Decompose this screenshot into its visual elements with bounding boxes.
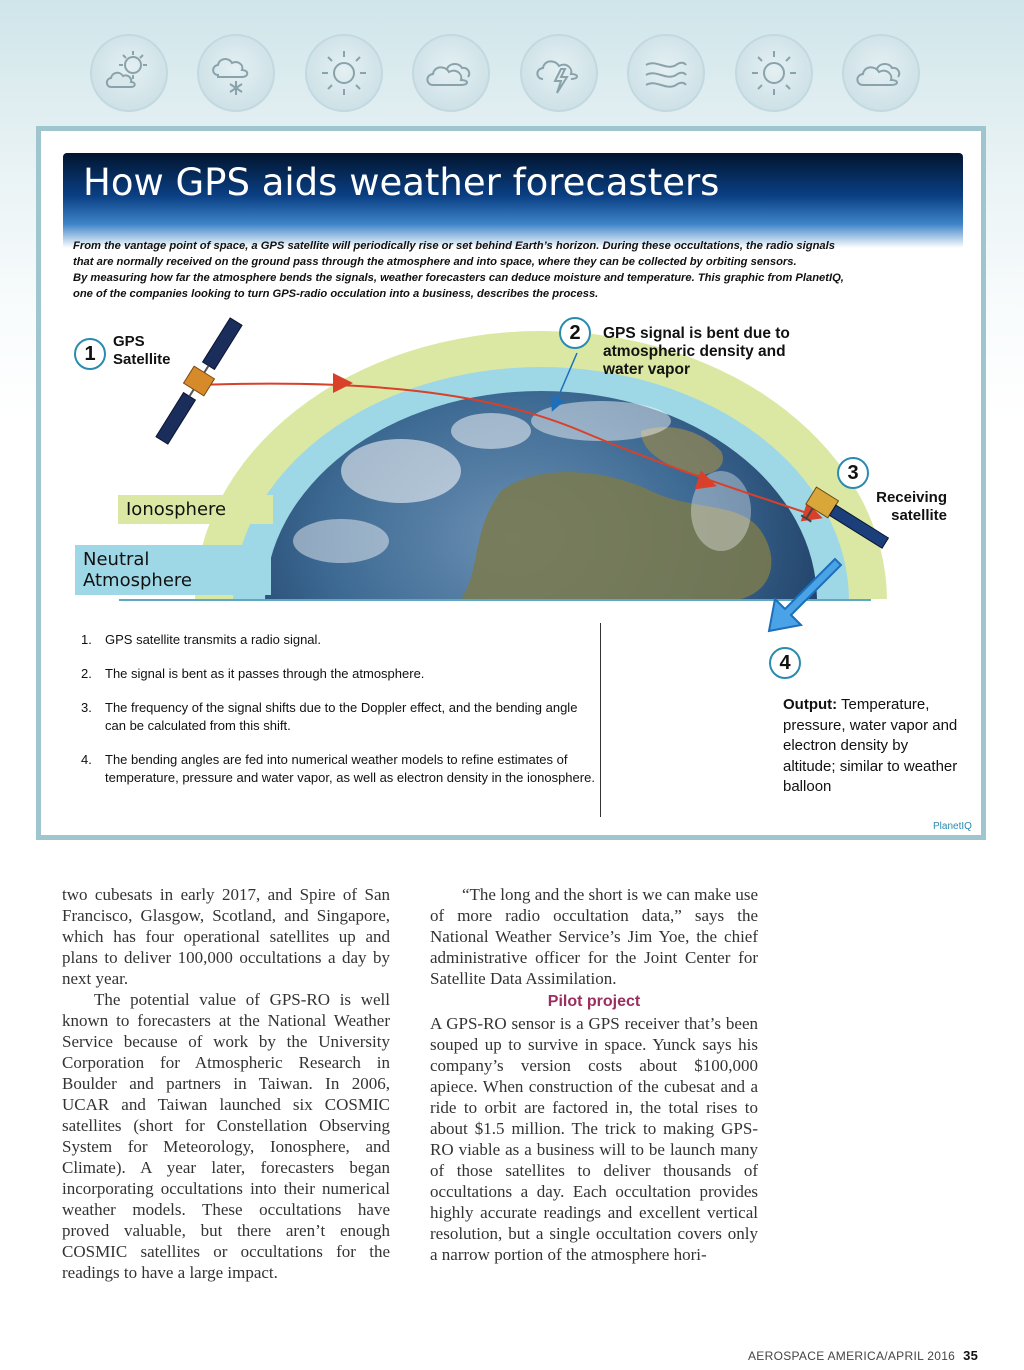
marker-3: 3 bbox=[837, 457, 869, 489]
sun-icon bbox=[735, 34, 813, 112]
marker-label-line: GPS bbox=[113, 333, 145, 350]
wind-icon bbox=[627, 34, 705, 112]
marker-1: 1 bbox=[74, 338, 106, 370]
marker-label-line: satellite bbox=[891, 507, 947, 524]
step-number: 4. bbox=[81, 752, 92, 767]
article-paragraph: two cubesats in early 2017, and Spire of San Francisco, Glasgow, Scotland, and Singapore, which has four operational satellites up and plans to deliver 100,000 occultations a day by next year. bbox=[62, 885, 390, 988]
snow-cloud-icon bbox=[197, 34, 275, 112]
sun-cloud-icon bbox=[842, 34, 920, 112]
cloud-swirl bbox=[293, 519, 389, 563]
cloud-icon bbox=[412, 34, 490, 112]
page-number: 35 bbox=[963, 1348, 979, 1363]
article-column-2 bbox=[430, 884, 758, 1265]
marker-label-line: Satellite bbox=[113, 351, 171, 368]
sun-cloud-icon bbox=[90, 34, 168, 112]
cloud-swirl bbox=[451, 413, 531, 449]
infographic-frame bbox=[36, 126, 986, 840]
page-footer bbox=[748, 1348, 978, 1363]
lightning-cloud-icon bbox=[520, 34, 598, 112]
article-paragraph: The potential value of GPS-RO is well known to forecasters at the National Weather Service because of work by the University Corporation for Atmospheric Research in Boulder and partners in Taiwan. In 2006, UCAR and Taiwan launched six COSMIC satellites (short for Constellation Observing System for Meteorology, Ionosphere, and Climate). A year later, forecasters began incorporating occultations into their numerical weather models. These occultations have proved valuable, but there aren’t enough COSMIC satellites or occultations for the readings to have a large impact. bbox=[62, 990, 390, 1282]
marker-label-line: Receiving bbox=[876, 489, 947, 506]
intro-line: one of the companies looking to turn GPS-radio occulation into a business, describes the process. bbox=[73, 288, 599, 300]
output-description bbox=[783, 695, 963, 798]
step-number: 1. bbox=[81, 632, 92, 647]
step-item bbox=[81, 665, 601, 683]
section-subhead: Pilot project bbox=[547, 993, 641, 1010]
marker-3-label bbox=[861, 489, 947, 525]
divider-line bbox=[600, 623, 601, 817]
publication-name: AEROSPACE AMERICA/APRIL 2016 bbox=[748, 1349, 956, 1363]
marker-4: 4 bbox=[769, 647, 801, 679]
intro-line: By measuring how far the atmosphere bends the signals, weather forecasters can deduce moisture and temperature. This graphic from PlanetIQ, bbox=[73, 272, 844, 284]
marker-label-line: atmospheric density and bbox=[603, 343, 786, 360]
output-label: Output: bbox=[783, 696, 838, 713]
marker-1-label bbox=[113, 333, 171, 369]
output-text: Temperature, pressure, water vapor and electron density by altitude; similar to weather balloon bbox=[783, 696, 958, 795]
step-item bbox=[81, 751, 601, 787]
neutral-atmosphere-label: Neutral Atmosphere bbox=[75, 545, 271, 595]
marker-2-label bbox=[603, 325, 790, 379]
marker-label-line: GPS signal is bent due to bbox=[603, 325, 790, 342]
step-number: 2. bbox=[81, 666, 92, 681]
step-text: The signal is bent as it passes through the atmosphere. bbox=[105, 666, 425, 681]
step-item bbox=[81, 699, 601, 735]
marker-2: 2 bbox=[559, 317, 591, 349]
weather-icon-strip bbox=[90, 34, 920, 116]
article-paragraph: “The long and the short is we can make use of more radio occultation data,” says the National Weather Service’s Jim Yoe, the chief administrative officer for the Joint Center for Satellite Data Assimilation. bbox=[430, 885, 758, 988]
process-steps bbox=[81, 631, 601, 803]
intro-line: that are normally received on the ground pass through the atmosphere and into space, where they can be collected by orbiting sensors. bbox=[73, 256, 797, 268]
article-paragraph: A GPS-RO sensor is a GPS receiver that’s been souped up to survive in space. Yunck says his company’s version costs about $100,000 apiece. When construction of the cubesat and a ride to orbit are factored in, the total rises to about $1.5 million. The trick to making GPS-RO viable as a business will to be launch many of those satellites to deliver thousands of occultations a day. Each occultation provides highly accurate readings and excellent vertical resolution, but a single occultation covers only a narrow portion of the atmosphere hori- bbox=[430, 1014, 758, 1264]
infographic-title: How GPS aids weather forecasters bbox=[83, 161, 720, 204]
step-text: The frequency of the signal shifts due to the Doppler effect, and the bending angle can be calculated from this shift. bbox=[105, 700, 578, 733]
article-column-1 bbox=[62, 884, 390, 1283]
ionosphere-label: Ionosphere bbox=[118, 495, 273, 524]
marker-label-line: water vapor bbox=[603, 361, 691, 378]
step-number: 3. bbox=[81, 700, 92, 715]
step-text: GPS satellite transmits a radio signal. bbox=[105, 632, 322, 647]
sun-icon bbox=[305, 34, 383, 112]
intro-line: From the vantage point of space, a GPS satellite will periodically rise or set behind Earth’s horizon. During these occultations, the radio signals bbox=[73, 240, 835, 252]
step-text: The bending angles are fed into numerical weather models to refine estimates of temperature, pressure and water vapor, as well as electron density in the ionosphere. bbox=[105, 752, 595, 785]
step-item bbox=[81, 631, 601, 649]
cloud-swirl bbox=[341, 439, 461, 503]
graphic-credit: PlanetIQ bbox=[933, 821, 972, 832]
